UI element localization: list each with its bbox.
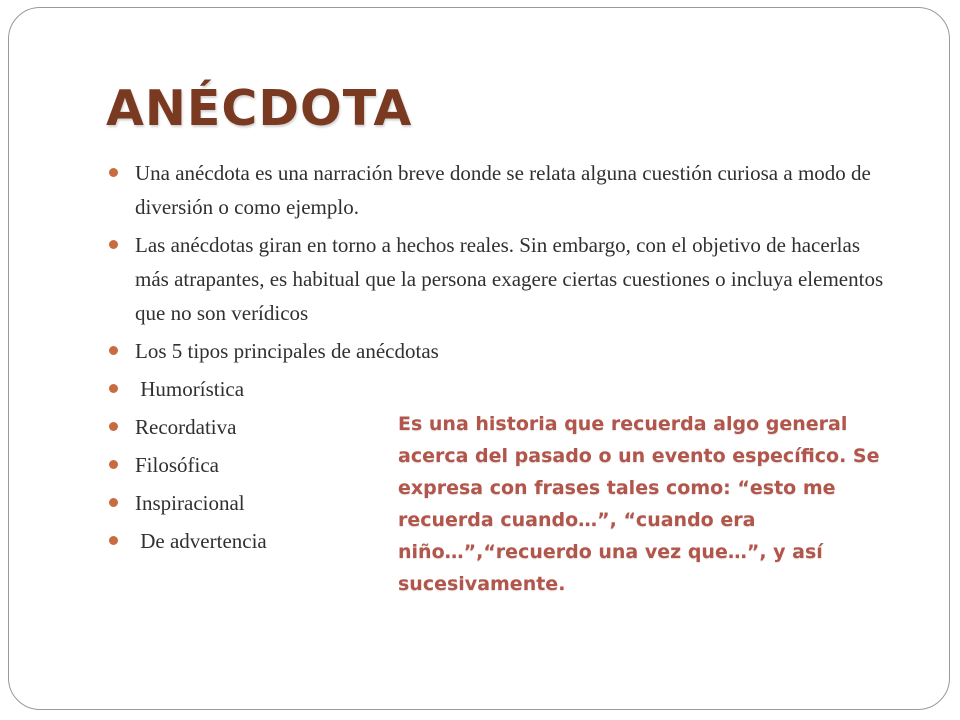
bullet-item — [106, 156, 896, 224]
bullet-dot-icon — [109, 498, 118, 507]
bullet-dot-icon — [109, 536, 118, 545]
bullet-dot-icon — [109, 240, 118, 249]
bullet-text: Recordativa — [135, 415, 237, 439]
bullet-text: De advertencia — [135, 529, 267, 553]
bullet-item — [106, 372, 896, 406]
bullet-dot-icon — [109, 384, 118, 393]
bullet-text: Los 5 tipos principales de anécdotas — [135, 339, 439, 363]
bullet-text: Las anécdotas giran en torno a hechos reales. Sin embargo, con el objetivo de hacerlas más atrapantes, es habitual que la persona exagere ciertas cuestiones o incluya elementos que no son verídicos — [135, 233, 889, 325]
bullet-item — [106, 228, 896, 330]
bullet-text: Una anécdota es una narración breve donde se relata alguna cuestión curiosa a modo de diversión o como ejemplo. — [135, 161, 877, 219]
bullet-text: Inspiracional — [135, 491, 245, 515]
bullet-dot-icon — [109, 346, 118, 355]
bullet-text: Humorística — [135, 377, 245, 401]
bullet-text: Filosófica — [135, 453, 219, 477]
bullet-item — [106, 334, 896, 368]
bullet-dot-icon — [109, 422, 118, 431]
slide-title: ANÉCDOTA — [106, 80, 413, 137]
callout-text: Es una historia que recuerda algo general acerca del pasado o un evento específico. Se expresa con frases tales como: “esto me recuerda cuando…”, “cuando era niño…”,“recuerdo una vez que…”, y así sucesivamente. — [398, 413, 880, 595]
bullet-dot-icon — [109, 460, 118, 469]
bullet-dot-icon — [109, 168, 118, 177]
